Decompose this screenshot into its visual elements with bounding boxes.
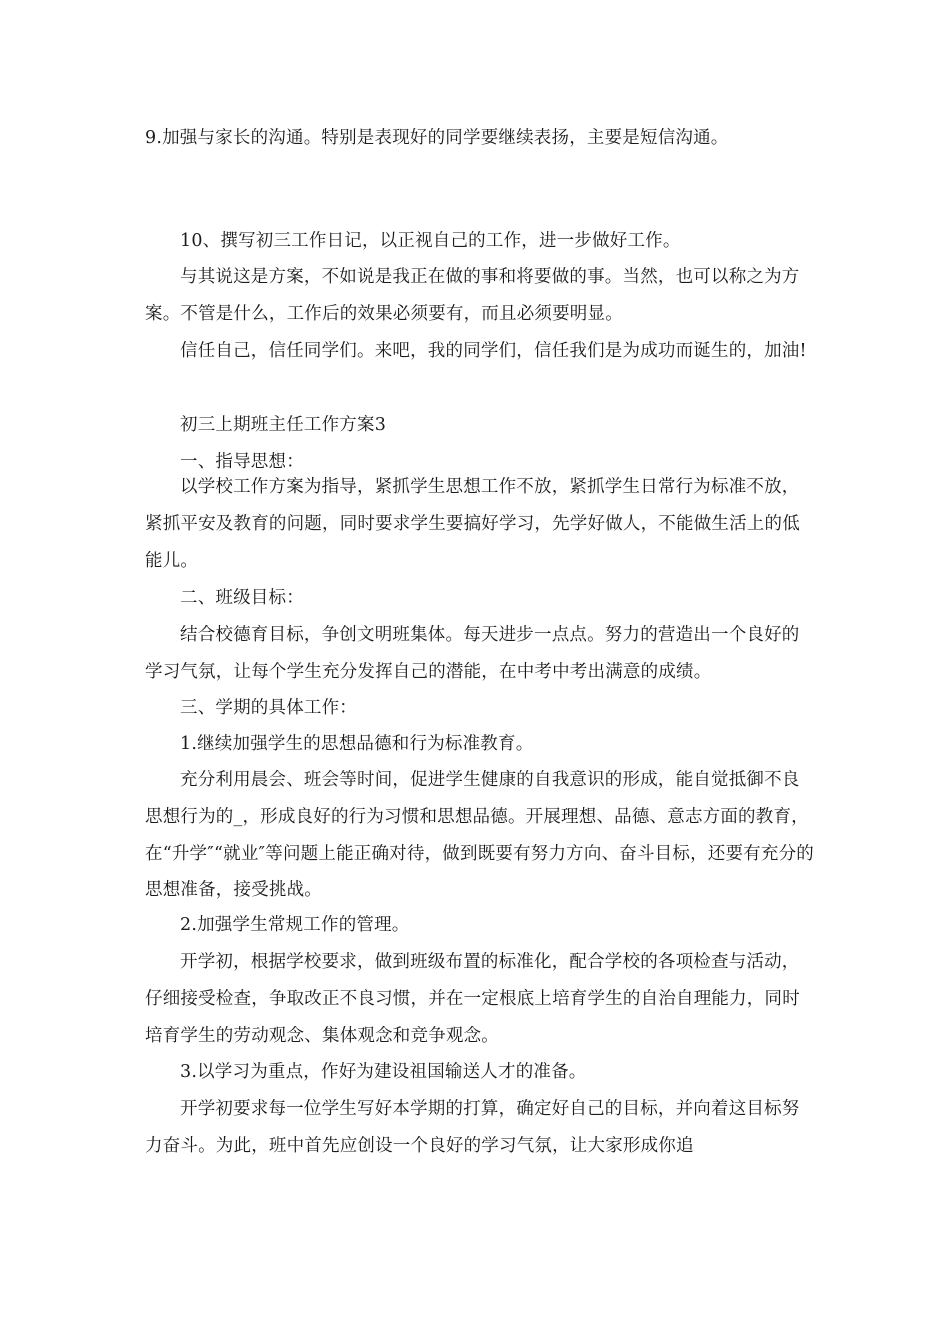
heading-guiding-thought: 一、指导思想：	[180, 452, 304, 472]
paragraph-plan-note: 与其说这是方案，不如说是我正在做的事和将要做的事。当然，也可以称之为方案。不管是什么，工作后的效果必须要有，而且必须要明显。	[145, 267, 800, 324]
heading-class-goal: 二、班级目标：	[180, 588, 304, 608]
paragraph-routine-management: 开学初，根据学校要求，做到班级布置的标准化，配合学校的各项检查与活动，仔细接受检查，争取改正不良习惯，并在一定根底上培育学生的自治自理能力，同时培育学生的劳动观念、集体观念和竞争观念。	[145, 952, 800, 1046]
subheading-study-focus: 3.以学习为重点，作好为建设祖国输送人才的准备。	[180, 1062, 587, 1082]
subheading-routine-management: 2.加强学生常规工作的管理。	[180, 915, 410, 935]
paragraph-encouragement: 信任自己，信任同学们。来吧，我的同学们，信任我们是为成功而诞生的，加油!	[180, 341, 807, 361]
paragraph-item-10: 10、撰写初三工作日记，以正视自己的工作，进一步做好工作。	[180, 231, 681, 251]
paragraph-class-goal: 结合校德育目标，争创文明班集体。每天进步一点点。努力的营造出一个良好的学习气氛，让每个学生充分发挥自己的潜能，在中考中考出满意的成绩。	[145, 625, 800, 682]
paragraph-guiding-thought: 以学校工作方案为指导，紧抓学生思想工作不放，紧抓学生日常行为标准不放，紧抓平安及教育的问题，同时要求学生要搞好学习，先学好做人，不能做生活上的低能儿。	[145, 477, 800, 571]
paragraph-study-focus: 开学初要求每一位学生写好本学期的打算，确定好自己的目标，并向着这目标努力奋斗。为此，班中首先应创设一个良好的学习气氛，让大家形成你追	[145, 1099, 800, 1156]
subheading-moral-education: 1.继续加强学生的思想品德和行为标准教育。	[180, 734, 534, 754]
section-title: 初三上期班主任工作方案3	[180, 415, 387, 435]
heading-semester-work: 三、学期的具体工作：	[180, 698, 357, 718]
paragraph-moral-education: 充分利用晨会、班会等时间，促进学生健康的自我意识的形成，能自觉抵御不良思想行为的_，形成良好的行为习惯和思想品德。开展理想、品德、意志方面的教育，在“升学″“就业″等问题上能正确对待，做到既要有努力方向、奋斗目标，还要有充分的思想准备，接受挑战。	[145, 770, 814, 901]
paragraph-item-9: 9.加强与家长的沟通。特别是表现好的同学要继续表扬，主要是短信沟通。	[145, 128, 729, 148]
